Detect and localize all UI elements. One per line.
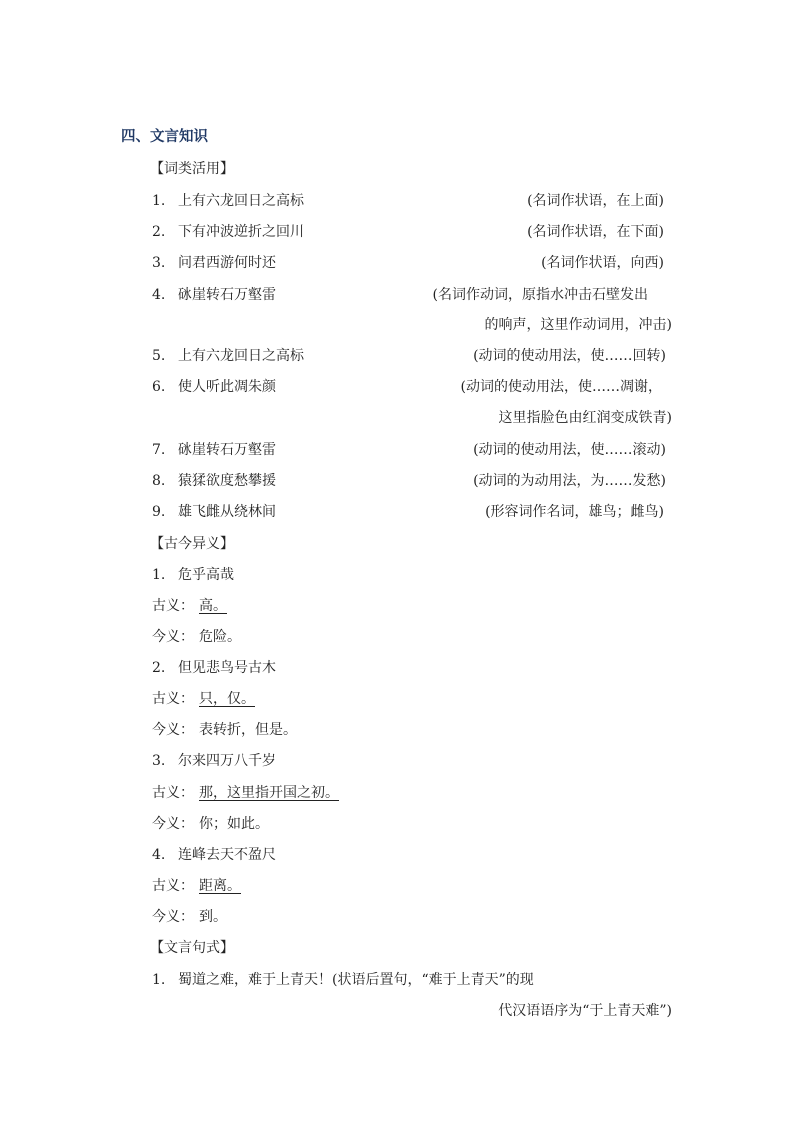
item-number: 1.: [152, 567, 166, 583]
item-note: (名词作状语，在上面): [527, 193, 664, 209]
item-sentence: 砯崖转石万壑雷: [178, 442, 276, 458]
item-note-continued: 的响声，这里作动词用，冲击): [484, 317, 672, 333]
gu-label: 古义：: [152, 785, 194, 801]
item-number: 3.: [152, 753, 166, 769]
item-text: 蜀道之难，难于上青天！(状语后置句，“难于上青天”的现: [178, 972, 534, 988]
jin-label: 今义：: [152, 909, 194, 925]
item-note: (动词的使动用法，使……滚动): [473, 442, 666, 458]
item-sentence: 使人听此凋朱颜: [178, 379, 276, 395]
item-sentence: 雄飞雌从绕林间: [178, 504, 276, 520]
jin-label: 今义：: [152, 629, 194, 645]
gu-meaning: 高。: [199, 598, 227, 614]
cilei-heading: 【词类活用】: [150, 161, 234, 177]
item-note: (名词作动词，原指水冲击石壁发出: [432, 287, 648, 303]
section-title: 四、文言知识: [121, 128, 208, 145]
jushi-heading: 【文言句式】: [150, 940, 234, 956]
item-note: (名词作状语，在下面): [527, 224, 664, 240]
item-sentence: 上有六龙回日之高标: [178, 348, 304, 364]
item-number: 1.: [152, 193, 166, 209]
item-note: (动词的使动用法，使……回转): [473, 348, 666, 364]
item-number: 5.: [152, 348, 166, 364]
jin-meaning: 危险。: [199, 629, 241, 645]
item-number: 3.: [152, 255, 166, 271]
item-note: (动词的使动用法，使……凋谢，: [460, 379, 662, 395]
jin-label: 今义：: [152, 816, 194, 832]
item-sentence: 上有六龙回日之高标: [178, 193, 304, 209]
item-note: (名词作状语，向西): [541, 255, 664, 271]
item-text-continued: 代汉语语序为“于上青天难”): [498, 1003, 672, 1019]
item-number: 6.: [152, 379, 166, 395]
gu-meaning: 只，仅。: [199, 691, 255, 707]
jin-meaning: 表转折，但是。: [199, 722, 297, 738]
item-sentence: 砯崖转石万壑雷: [178, 287, 276, 303]
jin-label: 今义：: [152, 722, 194, 738]
item-number: 7.: [152, 442, 166, 458]
gu-meaning: 那，这里指开国之初。: [199, 785, 339, 801]
gu-label: 古义：: [152, 598, 194, 614]
item-phrase: 危乎高哉: [178, 567, 234, 583]
item-phrase: 但见悲鸟号古木: [178, 660, 276, 676]
item-note: (动词的为动用法，为……发愁): [473, 473, 666, 489]
item-phrase: 尔来四万八千岁: [178, 753, 276, 769]
item-number: 2.: [152, 660, 166, 676]
item-note: (形容词作名词，雄鸟；雌鸟): [485, 504, 664, 520]
item-number: 9.: [152, 504, 166, 520]
gu-meaning: 距离。: [199, 878, 241, 894]
item-sentence: 猿猱欲度愁攀援: [178, 473, 276, 489]
item-sentence: 下有冲波逆折之回川: [178, 224, 304, 240]
gujin-heading: 【古今异义】: [150, 536, 234, 552]
item-number: 1.: [152, 972, 166, 988]
item-number: 4.: [152, 847, 166, 863]
gu-label: 古义：: [152, 878, 194, 894]
jin-meaning: 你；如此。: [199, 816, 269, 832]
item-note-continued: 这里指脸色由红润变成铁青): [498, 410, 672, 426]
item-number: 2.: [152, 224, 166, 240]
jin-meaning: 到。: [199, 909, 227, 925]
gu-label: 古义：: [152, 691, 194, 707]
item-sentence: 问君西游何时还: [178, 255, 276, 271]
item-number: 8.: [152, 473, 166, 489]
item-number: 4.: [152, 287, 166, 303]
item-phrase: 连峰去天不盈尺: [178, 847, 276, 863]
